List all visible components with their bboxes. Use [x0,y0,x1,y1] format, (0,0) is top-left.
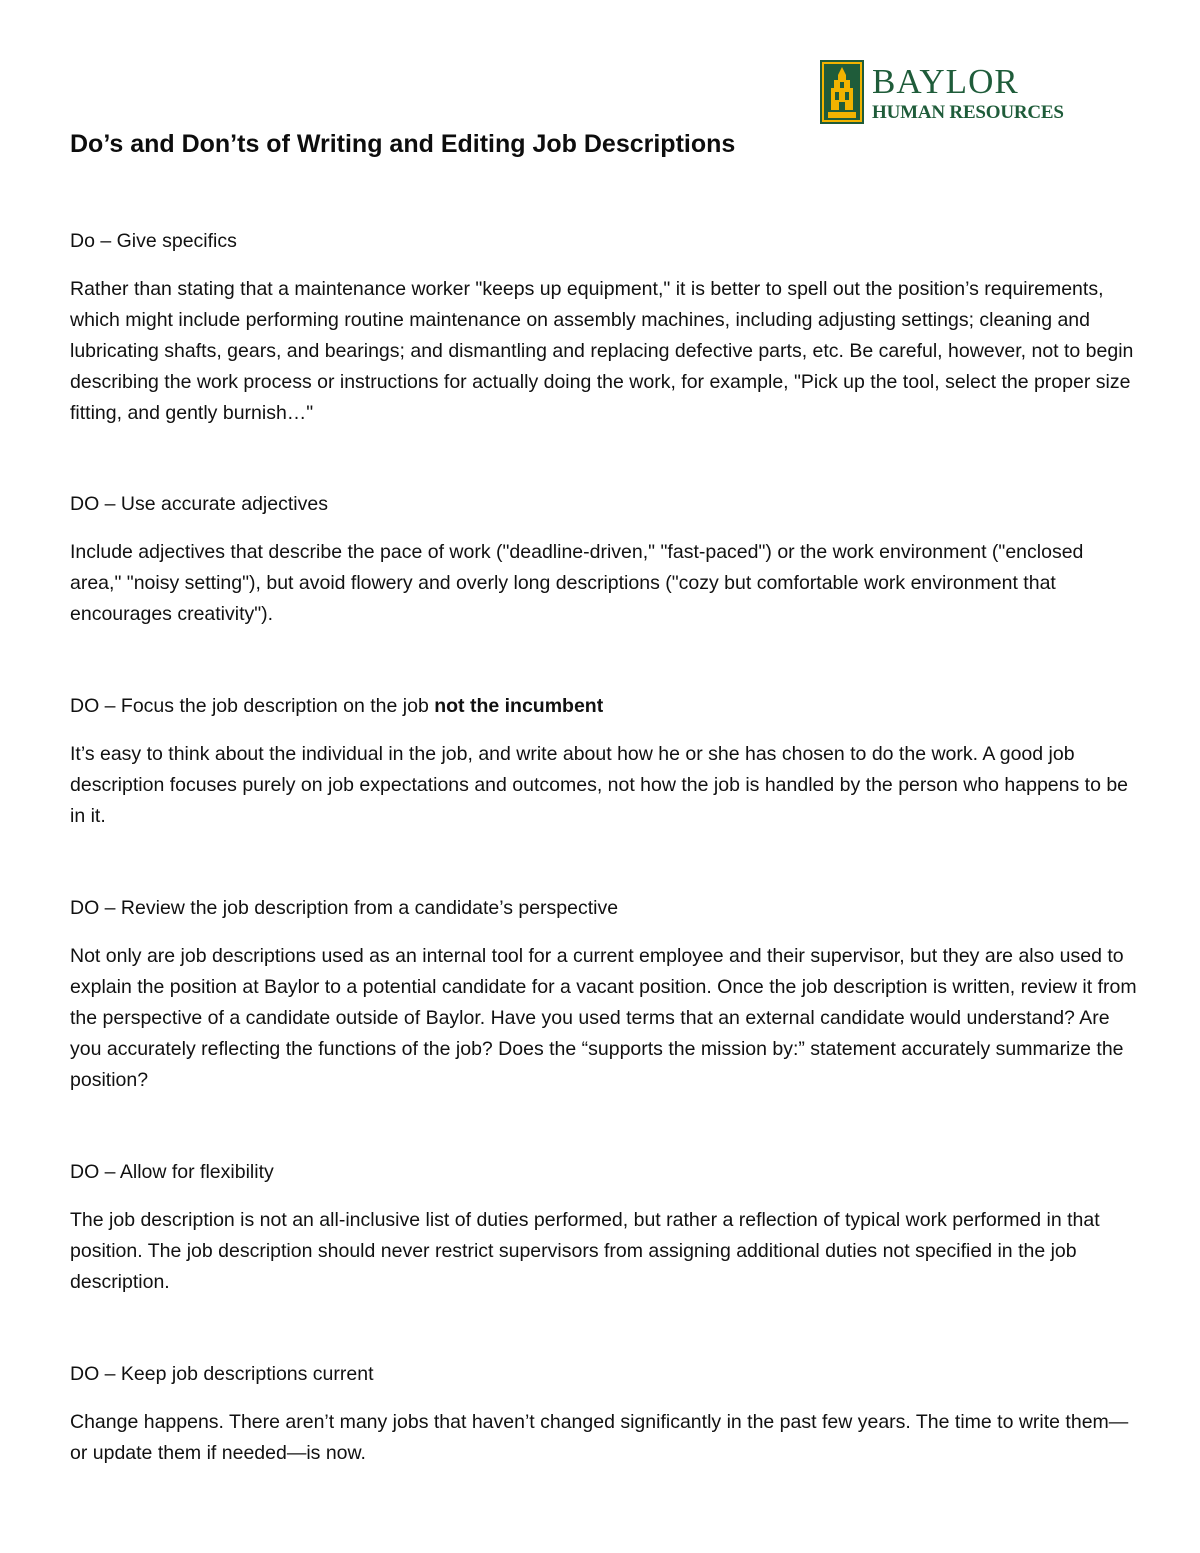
section-keep-current [70,1361,1140,1469]
section-body: Include adjectives that describe the pace of work ("deadline-driven," "fast-paced") or the work environment ("enclosed area," "noisy setting"), but avoid flowery and overly long descriptions ("cozy but comfortable work environment that encourages creativity"). [70,541,1084,625]
section-heading: DO – Use accurate adjectives [70,493,328,515]
section-body: It’s easy to think about the individual in the job, and write about how he or she has chosen to do the work. A good job description focuses purely on job expectations and outcomes, not how the job is handled by the person who happens to be in it. [70,743,1129,827]
section-candidate-perspective [70,895,1140,1096]
section-heading: DO – Keep job descriptions current [70,1363,374,1385]
section-give-specifics [70,228,1140,429]
section-heading: Do – Give specifics [70,230,237,252]
section-body: Rather than stating that a maintenance worker "keeps up equipment," it is better to spell out the position’s requirements, which might include performing routine maintenance on assembly machines, including adjusting settings; cleaning and lubricating shafts, gears, and bearings; and dismantling and replacing defective parts, etc. Be careful, however, not to begin describing the work process or instructions for actually doing the work, for example, "Pick up the tool, select the proper size fitting, and gently burnish…" [70,278,1134,424]
section-heading-emphasis: not the incumbent [434,695,604,717]
section-heading: DO – Focus the job description on the job not the incumbent [70,695,604,717]
section-flexibility [70,1159,1140,1298]
section-focus-on-job [70,693,1140,832]
baylor-bell-tower-icon [820,60,864,124]
section-body: The job description is not an all-inclusive list of duties performed, but rather a reflection of typical work performed in that position. The job description should never restrict supervisors from assigning additional duties not specified in the job description. [70,1209,1100,1293]
section-body: Change happens. There aren’t many jobs that haven’t changed significantly in the past few years. The time to write them—or update them if needed—is now. [70,1411,1129,1464]
logo-subtitle: HUMAN RESOURCES [872,102,1064,123]
baylor-hr-logo [820,58,1100,128]
section-heading: DO – Review the job description from a candidate’s perspective [70,897,619,919]
section-heading: DO – Allow for flexibility [70,1161,274,1183]
document-title: Do’s and Don’ts of Writing and Editing Job Descriptions [70,130,736,158]
section-body: Not only are job descriptions used as an internal tool for a current employee and their supervisor, but they are also used to explain the position at Baylor to a potential candidate for a vacant position. Once the job description is written, review it from the perspective of a candidate outside of Baylor. Have you used terms that an external candidate would understand? Are you accurately reflecting the functions of the job? Does the “supports the mission by:” statement accurately summarize the position? [70,945,1137,1091]
logo-title: BAYLOR [872,62,1019,101]
section-accurate-adjectives [70,491,1140,630]
